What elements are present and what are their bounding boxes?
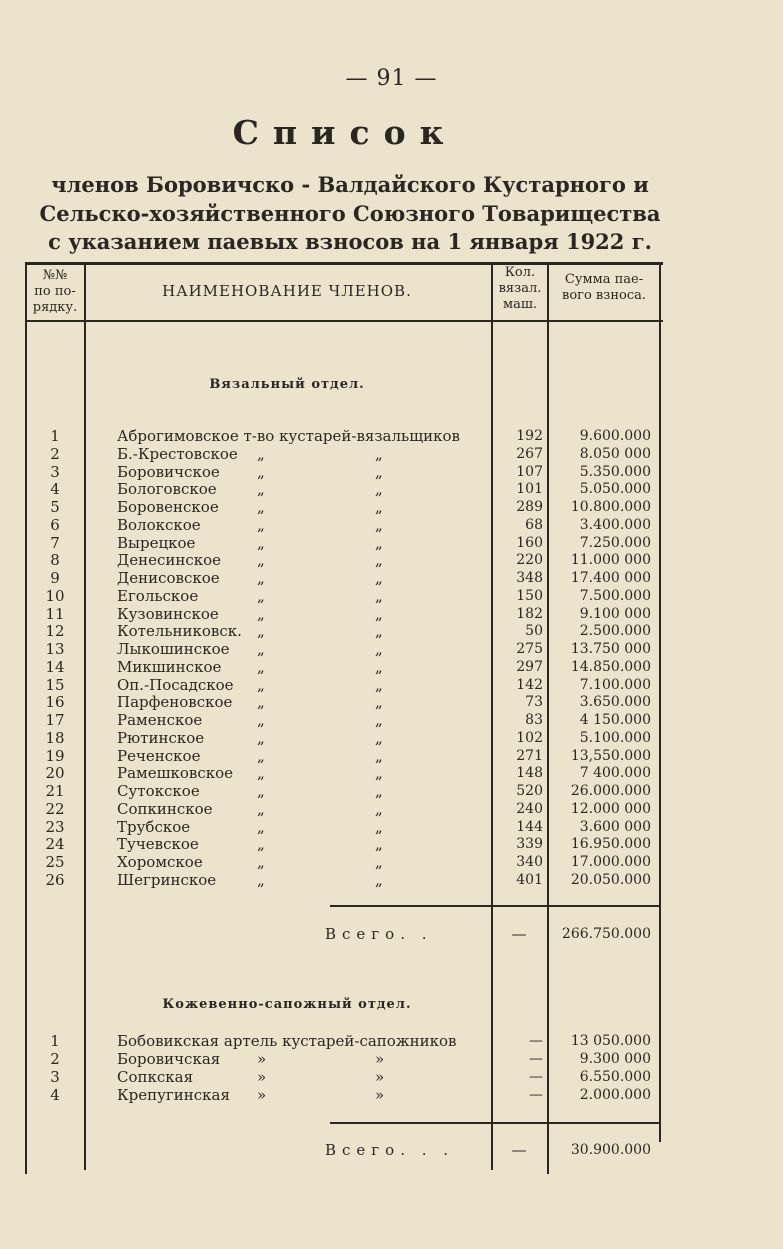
- ditto-mark: „: [375, 498, 383, 516]
- row-number: 12: [45, 622, 65, 641]
- row-number: 4: [50, 1086, 60, 1104]
- share-contribution: 13 050.000: [570, 1033, 651, 1049]
- share-contribution: 2.000.000: [579, 1087, 651, 1103]
- machine-count: 150: [516, 587, 543, 604]
- member-name: Денисовское: [117, 569, 220, 587]
- table-top-rule: [25, 262, 663, 265]
- row-number: 17: [45, 711, 65, 729]
- share-contribution: 3.600 000: [579, 818, 651, 835]
- table-row: [25, 818, 663, 836]
- header-sum-line-1: Сумма пае-: [564, 272, 644, 287]
- ditto-mark: „: [375, 640, 383, 658]
- member-name: Лыкошинское: [117, 640, 230, 658]
- ditto-mark: „: [257, 462, 265, 481]
- row-number: 1: [50, 427, 60, 445]
- table-row: [25, 498, 663, 516]
- ditto-mark: „: [375, 480, 383, 499]
- row-number: 18: [45, 728, 65, 747]
- member-name: Егольское: [117, 586, 199, 605]
- ditto-mark: „: [375, 551, 383, 570]
- share-contribution: 26.000.000: [570, 783, 651, 799]
- ditto-mark: „: [257, 622, 265, 641]
- row-number: 20: [45, 764, 65, 783]
- member-name: Тучевское: [117, 835, 199, 854]
- header-qty-line-3: маш.: [502, 297, 538, 312]
- ditto-mark: „: [257, 657, 265, 676]
- member-name: Боровичская: [117, 1050, 221, 1068]
- table-row: [25, 622, 663, 640]
- row-number: 21: [45, 782, 65, 800]
- row-number: 9: [50, 569, 60, 587]
- row-number: 2: [50, 444, 60, 463]
- ditto-mark: „: [257, 817, 265, 836]
- ditto-mark: „: [257, 746, 265, 765]
- row-number: 23: [45, 817, 65, 836]
- row-number: 24: [45, 835, 65, 854]
- total-sum: 266.750.000: [561, 926, 651, 942]
- share-contribution: 13,550.000: [570, 747, 651, 764]
- row-number: 22: [45, 799, 65, 818]
- ditto-mark: „: [375, 799, 383, 818]
- row-number: 2: [50, 1050, 60, 1068]
- ditto-mark: „: [375, 835, 383, 854]
- row-number: 26: [45, 870, 65, 889]
- share-contribution: 10.800.000: [570, 499, 651, 515]
- share-contribution: 17.000.000: [570, 854, 651, 870]
- member-name: Сопкская: [117, 1068, 194, 1086]
- table-row: [25, 676, 663, 694]
- machine-count: 102: [516, 729, 543, 746]
- ditto-mark: „: [257, 444, 265, 463]
- machine-count: 240: [516, 800, 543, 817]
- member-name: Парфеновское: [117, 693, 233, 712]
- member-name: Б.-Крестовское: [117, 444, 238, 463]
- ditto-mark: „: [257, 515, 265, 534]
- total-label: Всего. . .: [325, 1141, 455, 1159]
- ditto-mark: „: [375, 657, 383, 676]
- header-qty: [493, 265, 547, 313]
- table-row: [25, 693, 663, 711]
- member-name: Бобовикская артель кустарей-сапожников: [117, 1032, 457, 1050]
- machine-count: 73: [525, 694, 543, 711]
- machine-count: 348: [516, 570, 543, 586]
- member-name: Вырецкое: [117, 533, 196, 552]
- ditto-mark: „: [375, 746, 383, 765]
- table-row: [25, 516, 663, 534]
- section-title: Кожевенно-сапожный отдел.: [162, 997, 412, 1012]
- member-name: Рамешковское: [117, 764, 234, 783]
- machine-count: 101: [516, 481, 543, 498]
- table-row: [25, 445, 663, 463]
- member-name: Денесинское: [117, 551, 222, 570]
- header-no-line-2: по по-: [34, 284, 76, 299]
- table-row: [25, 640, 663, 658]
- machine-count: 520: [516, 783, 543, 799]
- machine-count: 68: [525, 516, 543, 533]
- ditto-mark: »: [375, 1050, 385, 1068]
- row-number: 4: [50, 480, 60, 499]
- total-row: [25, 924, 663, 944]
- member-name: Раменское: [117, 711, 203, 729]
- table-row: [25, 871, 663, 889]
- row-number: 15: [45, 675, 65, 694]
- table-row: [25, 569, 663, 587]
- page-number: — 91 —: [345, 66, 438, 91]
- machine-count: —: [529, 1033, 543, 1049]
- ditto-mark: „: [257, 693, 265, 712]
- table-row: [25, 534, 663, 552]
- share-contribution: 4 150.000: [579, 712, 651, 728]
- row-number: 1: [50, 1032, 60, 1050]
- subtitle-line-3: с указанием паевых взносов на 1 января 1922 г.: [48, 229, 652, 254]
- share-contribution: 17.400 000: [570, 570, 651, 586]
- share-contribution: 5.050.000: [579, 481, 651, 498]
- ditto-mark: „: [257, 551, 265, 570]
- share-contribution: 13.750 000: [570, 641, 651, 657]
- ditto-mark: „: [257, 799, 265, 818]
- total-row: [25, 1140, 663, 1160]
- share-contribution: 9.600.000: [579, 428, 651, 444]
- member-name: Котельниковск.: [117, 622, 242, 641]
- header-no: [27, 268, 83, 316]
- table-row: [25, 835, 663, 853]
- ditto-mark: »: [257, 1050, 267, 1068]
- header-no-line-1: №№: [42, 268, 68, 283]
- table-row: [25, 1086, 663, 1104]
- machine-count: 340: [516, 854, 543, 870]
- share-contribution: 9.300 000: [579, 1051, 651, 1067]
- share-contribution: 9.100 000: [579, 605, 651, 622]
- ditto-mark: »: [257, 1068, 267, 1086]
- ditto-mark: „: [375, 622, 383, 641]
- row-number: 6: [50, 515, 60, 534]
- share-contribution: 7 400.000: [579, 765, 651, 782]
- machine-count: 271: [516, 747, 543, 764]
- subtitle-line-2: Сельско-хозяйственного Союзного Товарищества: [39, 201, 661, 226]
- row-number: 5: [50, 498, 60, 516]
- header-sum: [550, 272, 658, 304]
- machine-count: 289: [516, 499, 543, 515]
- member-name: Боровенское: [117, 498, 219, 516]
- ditto-mark: „: [375, 586, 383, 605]
- share-contribution: 7.500.000: [579, 587, 651, 604]
- header-qty-line-1: Кол.: [504, 265, 536, 280]
- ditto-mark: „: [375, 817, 383, 836]
- machine-count: 401: [516, 871, 543, 888]
- ditto-mark: „: [257, 675, 265, 694]
- ditto-mark: »: [375, 1086, 385, 1104]
- ditto-mark: „: [257, 586, 265, 605]
- table-row: [25, 782, 663, 800]
- table-row: [25, 1032, 663, 1050]
- row-number: 3: [50, 1068, 60, 1086]
- share-contribution: 3.400.000: [579, 516, 651, 533]
- header-no-line-3: рядку.: [32, 300, 78, 315]
- table-row: [25, 853, 663, 871]
- row-number: 25: [45, 853, 65, 871]
- share-contribution: 8.050 000: [579, 445, 651, 462]
- share-contribution: 7.100.000: [579, 676, 651, 693]
- ditto-mark: „: [375, 533, 383, 552]
- share-contribution: 5.100.000: [579, 729, 651, 746]
- total-qty: —: [511, 1141, 527, 1159]
- table-row: [25, 764, 663, 782]
- member-name: Аброгимовское т-во кустарей-вязальщиков: [117, 427, 460, 445]
- table-row: [25, 587, 663, 605]
- table-row: [25, 551, 663, 569]
- ditto-mark: „: [257, 480, 265, 499]
- table-row: [25, 747, 663, 765]
- member-name: Оп.-Посадское: [117, 675, 234, 694]
- ditto-mark: „: [257, 870, 265, 889]
- machine-count: —: [529, 1051, 543, 1067]
- ditto-mark: „: [375, 444, 383, 463]
- share-contribution: 2.500.000: [579, 623, 651, 640]
- machine-count: 107: [516, 463, 543, 480]
- share-contribution: 3.650.000: [579, 694, 651, 711]
- ditto-mark: „: [375, 515, 383, 534]
- share-contribution: 20.050.000: [570, 871, 651, 888]
- header-bottom-rule: [25, 320, 663, 322]
- table-row: [25, 729, 663, 747]
- ditto-mark: „: [375, 853, 383, 871]
- ditto-mark: „: [257, 835, 265, 854]
- row-number: 10: [45, 586, 65, 605]
- machine-count: 142: [516, 676, 543, 693]
- ditto-mark: „: [257, 728, 265, 747]
- ditto-mark: „: [257, 782, 265, 800]
- header-name: НАИМЕНОВАНИЕ ЧЛЕНОВ.: [162, 282, 412, 300]
- total-label: Всего. .: [325, 925, 433, 943]
- machine-count: 297: [516, 658, 543, 675]
- section-2-total-rule: [330, 1122, 660, 1124]
- table-row: [25, 463, 663, 481]
- ditto-mark: „: [375, 870, 383, 889]
- table-row: [25, 427, 663, 445]
- ditto-mark: „: [375, 569, 383, 587]
- member-name: Микшинское: [117, 657, 222, 676]
- ditto-mark: „: [375, 462, 383, 481]
- ditto-mark: „: [257, 711, 265, 729]
- share-contribution: 5.350.000: [579, 463, 651, 480]
- member-name: Реченское: [117, 746, 201, 765]
- total-qty: —: [511, 925, 527, 943]
- member-name: Кузовинское: [117, 604, 219, 623]
- row-number: 8: [50, 551, 60, 570]
- machine-count: 160: [516, 534, 543, 551]
- member-name: Трубское: [117, 817, 191, 836]
- ditto-mark: »: [375, 1068, 385, 1086]
- row-number: 19: [45, 746, 65, 765]
- row-number: 3: [50, 462, 60, 481]
- header-qty-line-2: вязал.: [498, 281, 542, 296]
- section-title: Вязальный отдел.: [209, 377, 365, 392]
- machine-count: 267: [516, 445, 543, 462]
- table-row: [25, 605, 663, 623]
- ditto-mark: „: [375, 782, 383, 800]
- machine-count: 192: [516, 428, 543, 444]
- document-title: Список: [232, 113, 458, 152]
- ditto-mark: „: [257, 640, 265, 658]
- table-row: [25, 658, 663, 676]
- share-contribution: 6.550.000: [579, 1069, 651, 1085]
- table-row: [25, 480, 663, 498]
- row-number: 14: [45, 657, 65, 676]
- machine-count: 83: [525, 712, 543, 728]
- ditto-mark: »: [257, 1086, 267, 1104]
- row-number: 13: [45, 640, 65, 658]
- ditto-mark: „: [375, 693, 383, 712]
- table-row: [25, 1068, 663, 1086]
- machine-count: 220: [516, 552, 543, 569]
- ditto-mark: „: [375, 604, 383, 623]
- ditto-mark: „: [257, 853, 265, 871]
- subtitle-line-1: членов Боровичско - Валдайского Кустарного и: [51, 172, 649, 197]
- ditto-mark: „: [257, 569, 265, 587]
- share-contribution: 7.250.000: [579, 534, 651, 551]
- member-name: Хоромское: [117, 853, 203, 871]
- machine-count: —: [529, 1069, 543, 1085]
- member-name: Боровичское: [117, 462, 220, 481]
- ditto-mark: „: [375, 728, 383, 747]
- table-row: [25, 800, 663, 818]
- machine-count: 148: [516, 765, 543, 782]
- ditto-mark: „: [257, 498, 265, 516]
- total-sum: 30.900.000: [570, 1142, 651, 1158]
- row-number: 11: [45, 604, 65, 623]
- ditto-mark: „: [375, 764, 383, 783]
- member-name: Сопкинское: [117, 799, 213, 818]
- member-name: Шегринское: [117, 870, 217, 889]
- ditto-mark: „: [375, 675, 383, 694]
- ditto-mark: „: [257, 533, 265, 552]
- share-contribution: 12.000 000: [570, 800, 651, 817]
- share-contribution: 11.000 000: [570, 552, 651, 569]
- ditto-mark: „: [257, 604, 265, 623]
- member-name: Сутокское: [117, 782, 200, 800]
- header-sum-line-2: вого взноса.: [562, 288, 646, 303]
- member-name: Бологовское: [117, 480, 217, 499]
- machine-count: 339: [516, 836, 543, 853]
- machine-count: 50: [525, 623, 543, 640]
- table-row: [25, 711, 663, 729]
- member-name: Рютинское: [117, 728, 205, 747]
- machine-count: 275: [516, 641, 543, 657]
- row-number: 7: [50, 533, 60, 552]
- share-contribution: 14.850.000: [570, 658, 651, 675]
- member-name: Крепугинская: [117, 1086, 230, 1104]
- row-number: 16: [45, 693, 65, 712]
- machine-count: 144: [516, 818, 543, 835]
- machine-count: —: [529, 1087, 543, 1103]
- machine-count: 182: [516, 605, 543, 622]
- ditto-mark: „: [257, 764, 265, 783]
- share-contribution: 16.950.000: [570, 836, 651, 853]
- ditto-mark: „: [375, 711, 383, 729]
- section-1-total-rule: [330, 905, 660, 907]
- table-row: [25, 1050, 663, 1068]
- member-name: Волокское: [117, 515, 201, 534]
- members-table: [25, 262, 663, 1174]
